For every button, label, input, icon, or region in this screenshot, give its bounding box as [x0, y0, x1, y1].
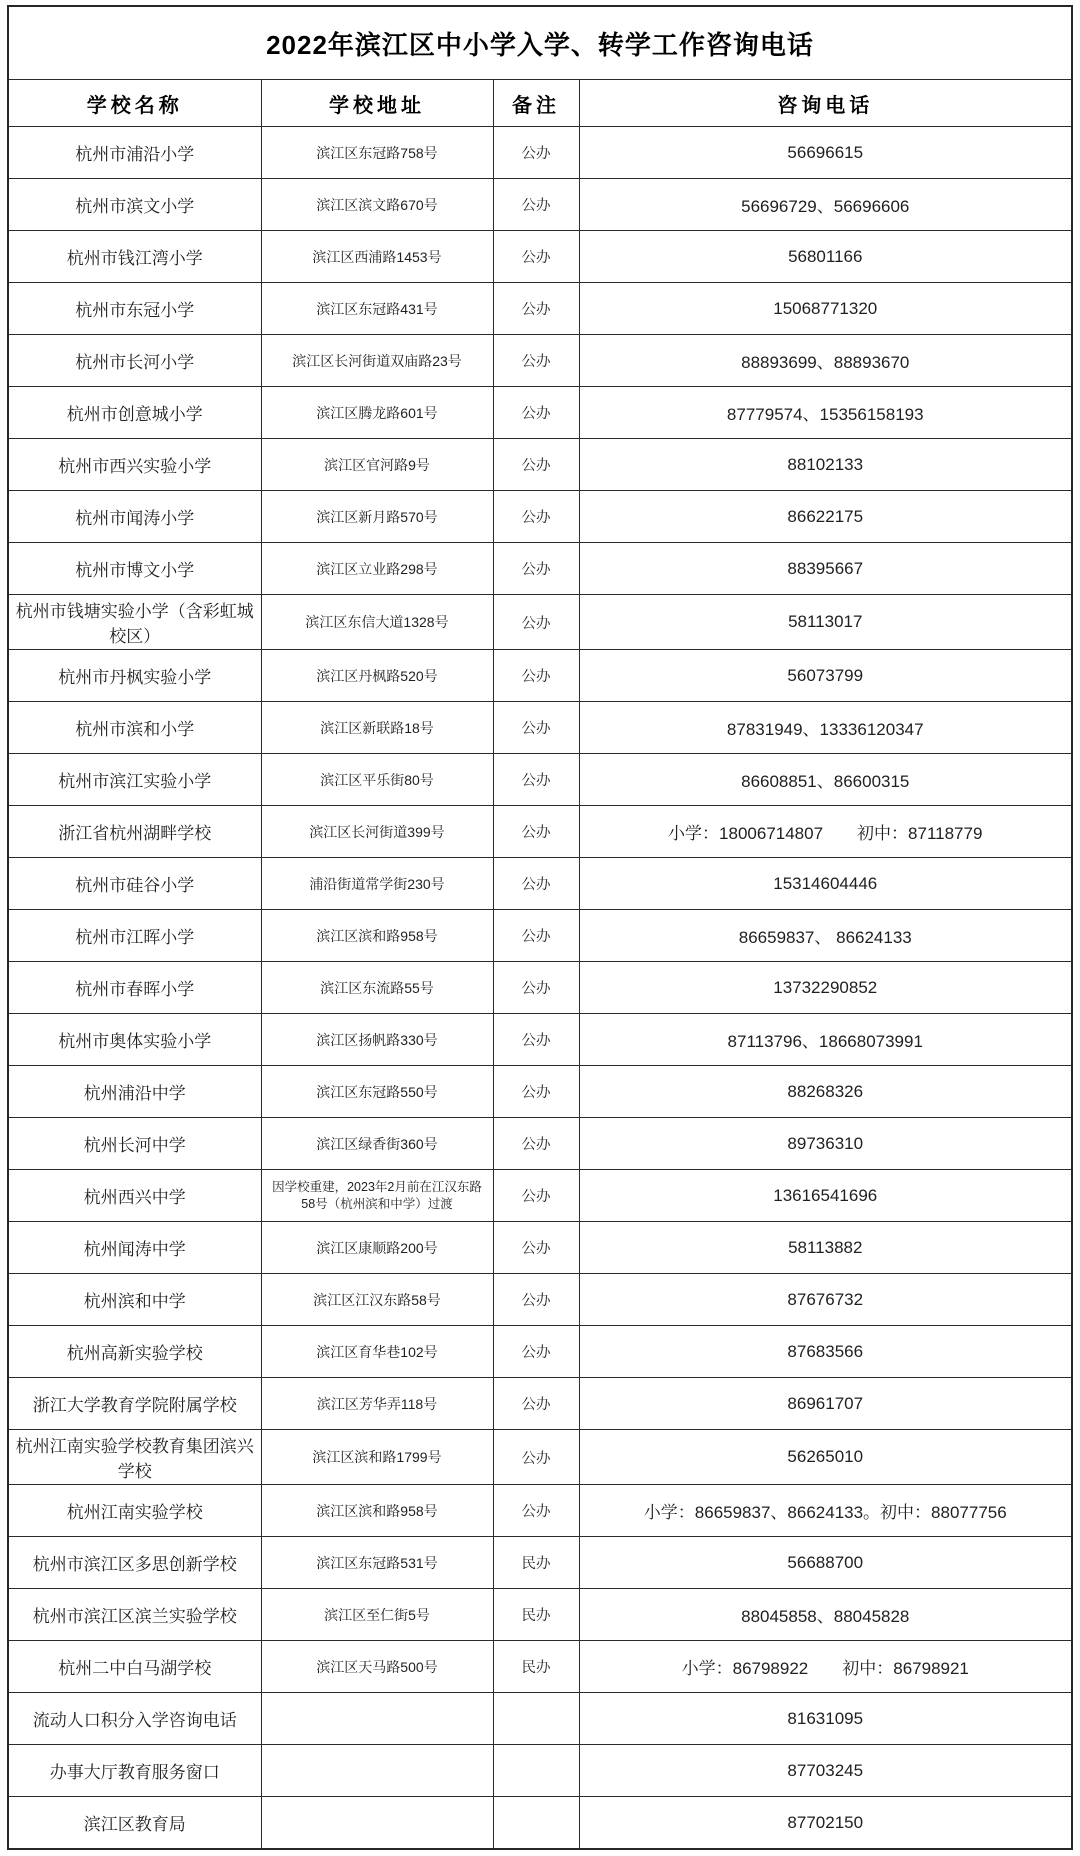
table-body [8, 127, 1072, 1850]
school-address-cell: 浦沿街道常学街230号 [261, 858, 493, 910]
remark-cell: 公办 [493, 127, 579, 179]
school-name-cell: 杭州市春晖小学 [8, 962, 261, 1014]
school-address-cell: 滨江区东冠路531号 [261, 1537, 493, 1589]
phone-cell: 87831949、13336120347 [579, 702, 1072, 754]
school-name-cell: 杭州市滨江区多思创新学校 [8, 1537, 261, 1589]
title-row [8, 6, 1072, 80]
school-name-cell: 浙江大学教育学院附属学校 [8, 1378, 261, 1430]
phone-cell: 15314604446 [579, 858, 1072, 910]
school-name-cell: 杭州市滨江区滨兰实验学校 [8, 1589, 261, 1641]
school-address-cell: 因学校重建，2023年2月前在江汉东路58号（杭州滨和中学）过渡 [261, 1170, 493, 1222]
school-name-cell: 杭州市博文小学 [8, 543, 261, 595]
school-address-cell: 滨江区东信大道1328号 [261, 595, 493, 650]
school-name-cell: 杭州市钱江湾小学 [8, 231, 261, 283]
school-name-cell: 杭州市闻涛小学 [8, 491, 261, 543]
remark-cell: 公办 [493, 439, 579, 491]
school-address-cell: 滨江区新月路570号 [261, 491, 493, 543]
school-address-cell: 滨江区立业路298号 [261, 543, 493, 595]
phone-cell: 81631095 [579, 1693, 1072, 1745]
school-address-cell: 滨江区平乐街80号 [261, 754, 493, 806]
school-address-cell: 滨江区滨和路958号 [261, 1485, 493, 1537]
school-address-cell: 滨江区天马路500号 [261, 1641, 493, 1693]
school-address-cell: 滨江区至仁街5号 [261, 1589, 493, 1641]
school-name-cell: 滨江区教育局 [8, 1797, 261, 1850]
table-row [8, 1797, 1072, 1850]
table-row [8, 1378, 1072, 1430]
header-row [8, 80, 1072, 127]
phone-cell: 13732290852 [579, 962, 1072, 1014]
school-name-cell: 杭州二中白马湖学校 [8, 1641, 261, 1693]
school-address-cell: 滨江区新联路18号 [261, 702, 493, 754]
school-address-cell: 滨江区长河街道双庙路23号 [261, 335, 493, 387]
school-address-cell: 滨江区东冠路550号 [261, 1066, 493, 1118]
remark-cell: 公办 [493, 910, 579, 962]
phone-cell: 86659837、 86624133 [579, 910, 1072, 962]
school-address-cell: 滨江区东冠路431号 [261, 283, 493, 335]
phone-cell: 88102133 [579, 439, 1072, 491]
school-name-cell: 杭州闻涛中学 [8, 1222, 261, 1274]
phone-cell: 86608851、86600315 [579, 754, 1072, 806]
table-row [8, 1430, 1072, 1485]
school-name-cell: 杭州高新实验学校 [8, 1326, 261, 1378]
remark-cell: 公办 [493, 1485, 579, 1537]
school-address-cell: 滨江区滨和路958号 [261, 910, 493, 962]
phone-cell: 58113017 [579, 595, 1072, 650]
table-row [8, 1589, 1072, 1641]
col-header-school-name: 学校名称 [8, 80, 261, 127]
table-row [8, 754, 1072, 806]
school-name-cell: 流动人口积分入学咨询电话 [8, 1693, 261, 1745]
remark-cell [493, 1693, 579, 1745]
school-address-cell: 滨江区芳华弄118号 [261, 1378, 493, 1430]
table-row [8, 1066, 1072, 1118]
table-row [8, 1745, 1072, 1797]
phone-cell: 小学：86659837、86624133。初中：88077756 [579, 1485, 1072, 1537]
table-row [8, 335, 1072, 387]
phone-cell: 58113882 [579, 1222, 1072, 1274]
remark-cell: 公办 [493, 858, 579, 910]
table-row [8, 1693, 1072, 1745]
phone-cell: 56073799 [579, 650, 1072, 702]
remark-cell: 公办 [493, 335, 579, 387]
remark-cell: 公办 [493, 387, 579, 439]
school-address-cell: 滨江区西浦路1453号 [261, 231, 493, 283]
remark-cell: 公办 [493, 179, 579, 231]
remark-cell [493, 1797, 579, 1850]
phone-cell: 87702150 [579, 1797, 1072, 1850]
school-name-cell: 杭州市创意城小学 [8, 387, 261, 439]
school-address-cell: 滨江区育华巷102号 [261, 1326, 493, 1378]
remark-cell: 公办 [493, 543, 579, 595]
table-row [8, 1537, 1072, 1589]
table-row [8, 1641, 1072, 1693]
phone-cell: 88395667 [579, 543, 1072, 595]
school-address-cell: 滨江区绿香街360号 [261, 1118, 493, 1170]
phone-cell: 56688700 [579, 1537, 1072, 1589]
remark-cell: 民办 [493, 1589, 579, 1641]
school-address-cell: 滨江区扬帆路330号 [261, 1014, 493, 1066]
phone-cell: 56696615 [579, 127, 1072, 179]
phone-cell: 56801166 [579, 231, 1072, 283]
remark-cell [493, 1745, 579, 1797]
table-row [8, 702, 1072, 754]
school-name-cell: 杭州市硅谷小学 [8, 858, 261, 910]
remark-cell: 公办 [493, 1118, 579, 1170]
phone-cell: 小学：86798922 初中：86798921 [579, 1641, 1072, 1693]
remark-cell: 公办 [493, 1222, 579, 1274]
school-address-cell: 滨江区康顺路200号 [261, 1222, 493, 1274]
remark-cell: 公办 [493, 1014, 579, 1066]
phone-cell: 小学：18006714807 初中：87118779 [579, 806, 1072, 858]
table-row [8, 1170, 1072, 1222]
remark-cell: 公办 [493, 283, 579, 335]
phone-cell: 87779574、15356158193 [579, 387, 1072, 439]
remark-cell: 公办 [493, 650, 579, 702]
school-name-cell: 杭州市丹枫实验小学 [8, 650, 261, 702]
school-name-cell: 杭州市滨和小学 [8, 702, 261, 754]
table-row [8, 858, 1072, 910]
consultation-phone-table [7, 5, 1073, 1850]
school-name-cell: 杭州江南实验学校教育集团滨兴学校 [8, 1430, 261, 1485]
table-row [8, 1222, 1072, 1274]
table-row [8, 387, 1072, 439]
table-row [8, 962, 1072, 1014]
school-name-cell: 杭州浦沿中学 [8, 1066, 261, 1118]
page-title: 2022年滨江区中小学入学、转学工作咨询电话 [8, 6, 1072, 80]
school-name-cell: 杭州西兴中学 [8, 1170, 261, 1222]
school-address-cell: 滨江区腾龙路601号 [261, 387, 493, 439]
table-row [8, 283, 1072, 335]
school-address-cell: 滨江区滨文路670号 [261, 179, 493, 231]
remark-cell: 公办 [493, 754, 579, 806]
remark-cell: 公办 [493, 962, 579, 1014]
table-row [8, 806, 1072, 858]
table-row [8, 439, 1072, 491]
table-row [8, 1118, 1072, 1170]
remark-cell: 公办 [493, 1066, 579, 1118]
phone-cell: 56265010 [579, 1430, 1072, 1485]
table-row [8, 910, 1072, 962]
table-row [8, 127, 1072, 179]
school-name-cell: 杭州市长河小学 [8, 335, 261, 387]
phone-cell: 89736310 [579, 1118, 1072, 1170]
remark-cell: 公办 [493, 1378, 579, 1430]
col-header-phone: 咨询电话 [579, 80, 1072, 127]
phone-cell: 87703245 [579, 1745, 1072, 1797]
phone-cell: 86961707 [579, 1378, 1072, 1430]
remark-cell: 公办 [493, 491, 579, 543]
school-address-cell: 滨江区丹枫路520号 [261, 650, 493, 702]
school-address-cell [261, 1797, 493, 1850]
remark-cell: 民办 [493, 1641, 579, 1693]
table-row [8, 1274, 1072, 1326]
school-name-cell: 杭州市西兴实验小学 [8, 439, 261, 491]
school-name-cell: 杭州滨和中学 [8, 1274, 261, 1326]
remark-cell: 公办 [493, 1274, 579, 1326]
school-address-cell: 滨江区滨和路1799号 [261, 1430, 493, 1485]
remark-cell: 公办 [493, 806, 579, 858]
school-name-cell: 杭州市奥体实验小学 [8, 1014, 261, 1066]
phone-cell: 86622175 [579, 491, 1072, 543]
school-name-cell: 杭州江南实验学校 [8, 1485, 261, 1537]
phone-cell: 15068771320 [579, 283, 1072, 335]
school-name-cell: 杭州市滨江实验小学 [8, 754, 261, 806]
col-header-school-address: 学校地址 [261, 80, 493, 127]
school-address-cell: 滨江区东流路55号 [261, 962, 493, 1014]
phone-cell: 88045858、88045828 [579, 1589, 1072, 1641]
table-row [8, 543, 1072, 595]
school-name-cell: 办事大厅教育服务窗口 [8, 1745, 261, 1797]
school-name-cell: 杭州市滨文小学 [8, 179, 261, 231]
phone-cell: 88893699、88893670 [579, 335, 1072, 387]
phone-cell: 87676732 [579, 1274, 1072, 1326]
remark-cell: 公办 [493, 231, 579, 283]
remark-cell: 公办 [493, 595, 579, 650]
remark-cell: 公办 [493, 702, 579, 754]
school-address-cell: 滨江区官河路9号 [261, 439, 493, 491]
phone-cell: 88268326 [579, 1066, 1072, 1118]
remark-cell: 公办 [493, 1170, 579, 1222]
phone-cell: 13616541696 [579, 1170, 1072, 1222]
col-header-remark: 备注 [493, 80, 579, 127]
table-row [8, 231, 1072, 283]
school-name-cell: 杭州市东冠小学 [8, 283, 261, 335]
table-row [8, 491, 1072, 543]
school-address-cell: 滨江区长河街道399号 [261, 806, 493, 858]
table-row [8, 650, 1072, 702]
school-address-cell: 滨江区东冠路758号 [261, 127, 493, 179]
school-name-cell: 杭州市江晖小学 [8, 910, 261, 962]
school-address-cell [261, 1745, 493, 1797]
table-row [8, 595, 1072, 650]
phone-cell: 56696729、56696606 [579, 179, 1072, 231]
remark-cell: 民办 [493, 1537, 579, 1589]
table-row [8, 1485, 1072, 1537]
phone-cell: 87113796、18668073991 [579, 1014, 1072, 1066]
table-row [8, 1326, 1072, 1378]
table-row [8, 1014, 1072, 1066]
school-name-cell: 浙江省杭州湖畔学校 [8, 806, 261, 858]
school-name-cell: 杭州市浦沿小学 [8, 127, 261, 179]
school-address-cell [261, 1693, 493, 1745]
table-row [8, 179, 1072, 231]
phone-cell: 87683566 [579, 1326, 1072, 1378]
school-address-cell: 滨江区江汉东路58号 [261, 1274, 493, 1326]
remark-cell: 公办 [493, 1326, 579, 1378]
school-name-cell: 杭州市钱塘实验小学（含彩虹城校区） [8, 595, 261, 650]
remark-cell: 公办 [493, 1430, 579, 1485]
school-name-cell: 杭州长河中学 [8, 1118, 261, 1170]
